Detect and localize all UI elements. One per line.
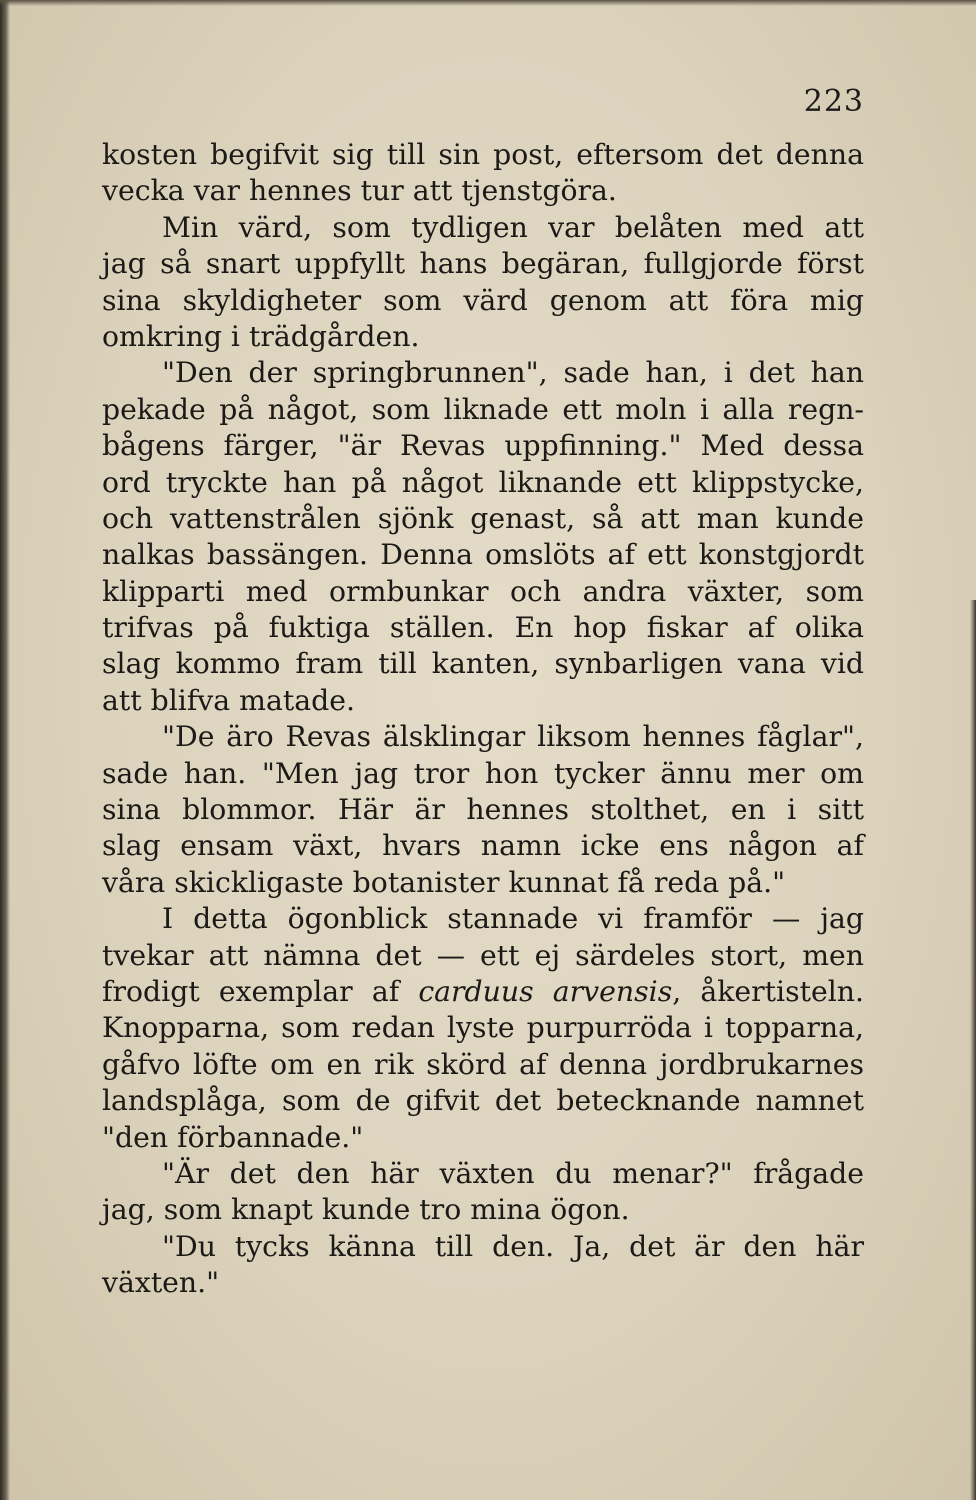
page-number: 223 bbox=[803, 84, 864, 119]
text-line-start: frodigt exemplar af bbox=[102, 974, 419, 1008]
text-line: "den förbannade." bbox=[102, 1120, 364, 1154]
text-line: sade han. "Men jag tror hon tycker ännu mer om bbox=[102, 756, 864, 790]
text-line: nalkas bassängen. Denna omslöts af ett konstgjordt bbox=[102, 538, 864, 572]
text-line: klipparti med ormbunkar och andra växter, som bbox=[102, 574, 864, 608]
text-line: I detta ögonblick stannade vi framför — jag bbox=[162, 902, 864, 936]
text-line: landsplåga, som de gifvit det betecknande namnet bbox=[102, 1084, 864, 1118]
text-line-end: , åkertisteln. bbox=[672, 974, 864, 1008]
text-line: omkring i trädgården. bbox=[102, 319, 420, 353]
text-line: bågens färger, "är Revas uppfinning." Med dessa bbox=[102, 429, 864, 463]
text-line bbox=[102, 974, 864, 1010]
text-line: "Den der springbrunnen", sade han, i det han bbox=[162, 356, 864, 390]
text-line: och vattenstrålen sjönk genast, så att man kunde bbox=[102, 501, 864, 535]
text-line: sina skyldigheter som värd genom att föra mig bbox=[102, 283, 864, 317]
text-line: gåfvo löfte om en rik skörd af denna jordbrukarnes bbox=[102, 1047, 864, 1081]
text-line: att blifva matade. bbox=[102, 683, 355, 717]
text-line: slag kommo fram till kanten, synbarligen vana vid bbox=[102, 647, 864, 681]
text-line: pekade på något, som liknade ett moln i alla regn- bbox=[102, 392, 864, 426]
text-line: jag, som knapt kunde tro mina ögon. bbox=[102, 1193, 630, 1227]
text-line: sina blommor. Här är hennes stolthet, en i sitt bbox=[102, 793, 864, 827]
book-spine-shadow bbox=[0, 0, 10, 1500]
text-line: slag ensam växt, hvars namn icke ens någon af bbox=[102, 829, 864, 863]
text-line: Min värd, som tydligen var belåten med att bbox=[162, 210, 864, 244]
page-right-edge bbox=[970, 600, 976, 1500]
text-line: "De äro Revas älsklingar liksom hennes fåglar", bbox=[162, 720, 864, 754]
body-text bbox=[102, 137, 864, 1302]
page-top-edge bbox=[0, 0, 976, 6]
text-line: "Är det den här växten du menar?" frågade bbox=[162, 1156, 864, 1190]
text-line: ord tryckte han på något liknande ett klippstycke, bbox=[102, 465, 864, 499]
text-line: våra skickligaste botanister kunnat få reda på." bbox=[102, 865, 786, 899]
text-line: trifvas på fuktiga ställen. En hop fiskar af olika bbox=[102, 611, 864, 645]
text-line: "Du tycks känna till den. Ja, det är den här bbox=[162, 1229, 864, 1263]
text-line: vecka var hennes tur att tjenstgöra. bbox=[102, 174, 617, 208]
text-line: kosten begifvit sig till sin post, eftersom det denna bbox=[102, 138, 864, 171]
text-line: växten." bbox=[102, 1266, 220, 1300]
text-line: Knopparna, som redan lyste purpurröda i topparna, bbox=[102, 1011, 864, 1045]
text-line: tvekar att nämna det — ett ej särdeles stort, men bbox=[102, 938, 864, 972]
text-line: jag så snart uppfyllt hans begäran, fullgjorde först bbox=[102, 247, 864, 281]
latin-plant-name: carduus arvensis bbox=[418, 974, 673, 1008]
